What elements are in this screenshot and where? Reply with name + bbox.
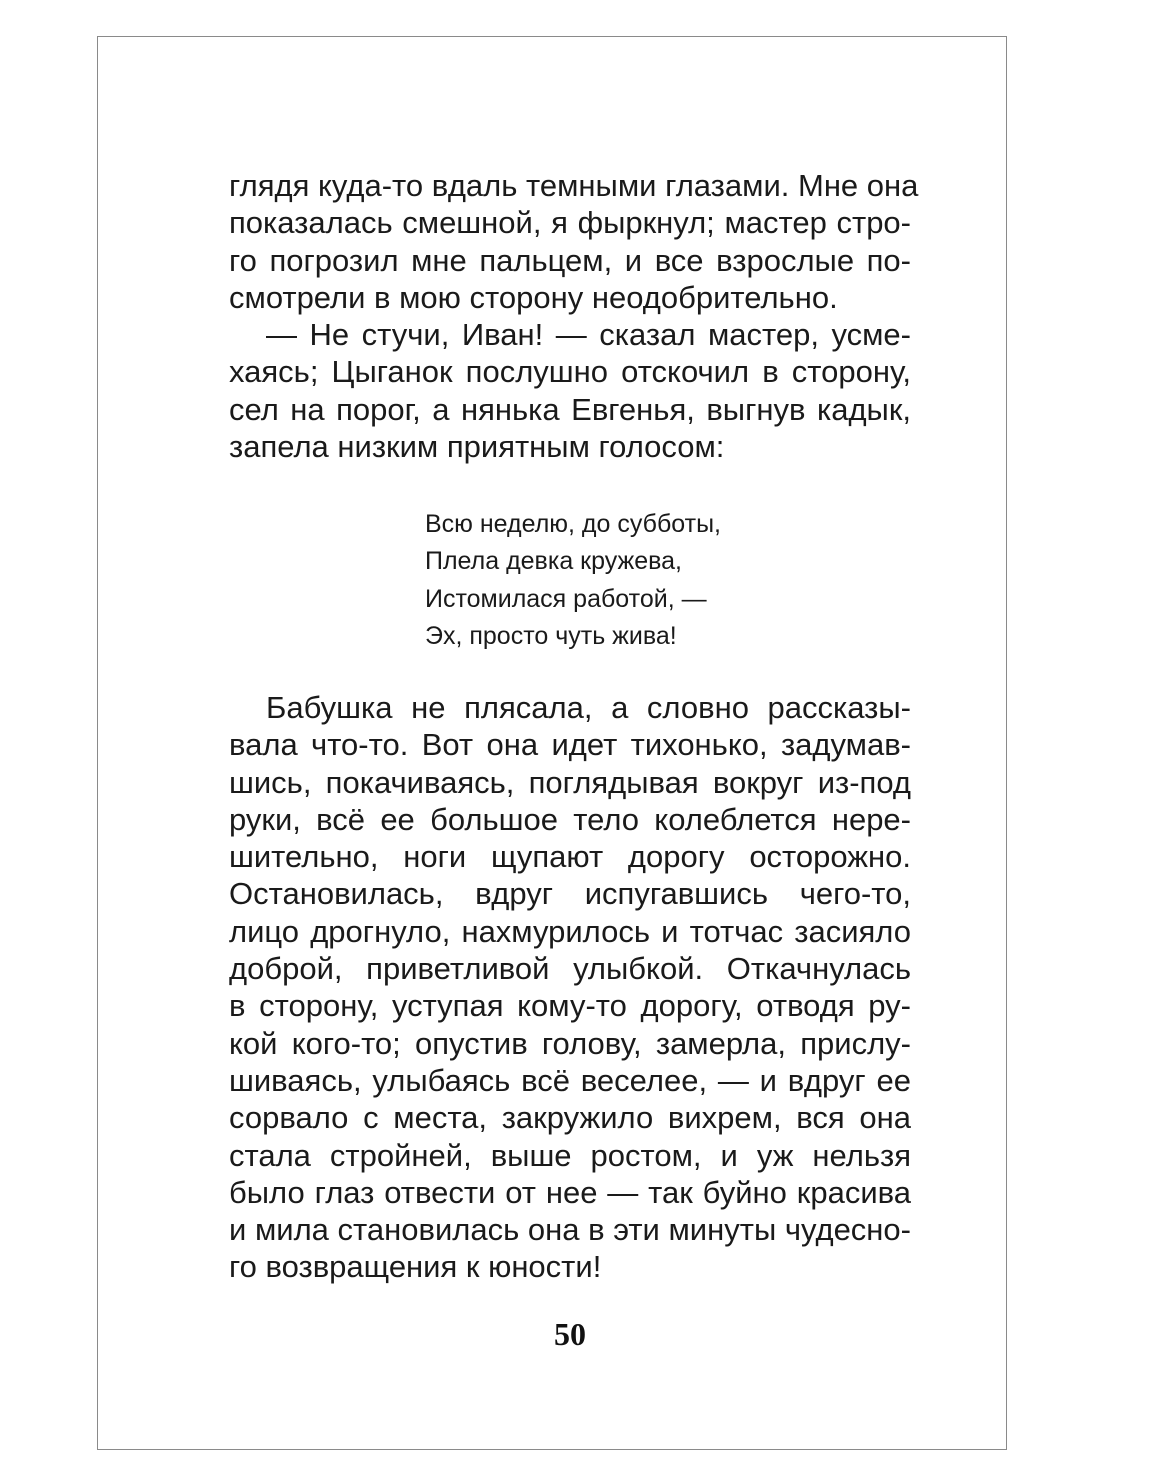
text-line: шиваясь, улыбаясь всё веселее, — и вдруг ее bbox=[229, 1062, 911, 1098]
text-line: доброй, приветливой улыбкой. Откачнулась bbox=[229, 951, 911, 987]
text-line: смотрели в мою сторону неодобрительно. bbox=[229, 279, 838, 315]
verse-line: Всю неделю, до субботы, bbox=[425, 510, 721, 538]
text-line: Бабушка не плясала, а словно рассказы- bbox=[266, 690, 911, 725]
verse-line: Истомилася работой, — bbox=[425, 584, 707, 613]
paragraph-3 bbox=[229, 689, 911, 1286]
text-line: Остановилась, вдруг испугавшись чего-то, bbox=[229, 876, 911, 912]
text-line: го погрозил мне пальцем, и все взрослые по- bbox=[229, 242, 911, 278]
text-line: шительно, ноги щупают дорогу осторожно. bbox=[229, 839, 911, 875]
page-number: 50 bbox=[554, 1316, 586, 1352]
text-line: руки, всё ее большое тело колеблется нере- bbox=[229, 801, 911, 837]
text-line: вала что-то. Вот она идет тихонько, задумав- bbox=[229, 727, 911, 763]
text-line: показалась смешной, я фыркнул; мастер стро- bbox=[229, 205, 911, 241]
text-line: глядя куда-то вдаль темными глазами. Мне она bbox=[229, 168, 919, 203]
text-line: хаясь; Цыганок послушно отскочил в сторону, bbox=[229, 354, 911, 390]
song-verse bbox=[425, 506, 721, 655]
text-line: запела низким приятным голосом: bbox=[229, 428, 725, 464]
verse-line: Плела девка кружева, bbox=[425, 547, 682, 576]
text-line: кой кого-то; опустив голову, замерла, прислу- bbox=[229, 1025, 911, 1061]
paragraph-2 bbox=[229, 316, 911, 465]
text-line: было глаз отвести от нее — так буйно красива bbox=[229, 1174, 911, 1210]
verse-line: Эх, просто чуть жива! bbox=[425, 621, 677, 650]
text-line: — Не стучи, Иван! — сказал мастер, усме- bbox=[266, 317, 911, 352]
text-line: шись, покачиваясь, поглядывая вокруг из-под bbox=[229, 764, 911, 800]
text-line: го возвращения к юности! bbox=[229, 1249, 602, 1285]
text-line: и мила становилась она в эти минуты чудесно- bbox=[229, 1212, 911, 1248]
text-line: стала стройней, выше ростом, и уж нельзя bbox=[229, 1137, 911, 1173]
text-line: сорвало с места, закружило вихрем, вся она bbox=[229, 1100, 911, 1136]
text-line: в сторону, уступая кому-то дорогу, отводя ру- bbox=[229, 988, 911, 1024]
paragraph-1 bbox=[229, 167, 919, 316]
text-line: лицо дрогнуло, нахмурилось и тотчас засияло bbox=[229, 913, 911, 949]
text-line: сел на порог, а нянька Евгенья, выгнув кадык, bbox=[229, 391, 911, 427]
